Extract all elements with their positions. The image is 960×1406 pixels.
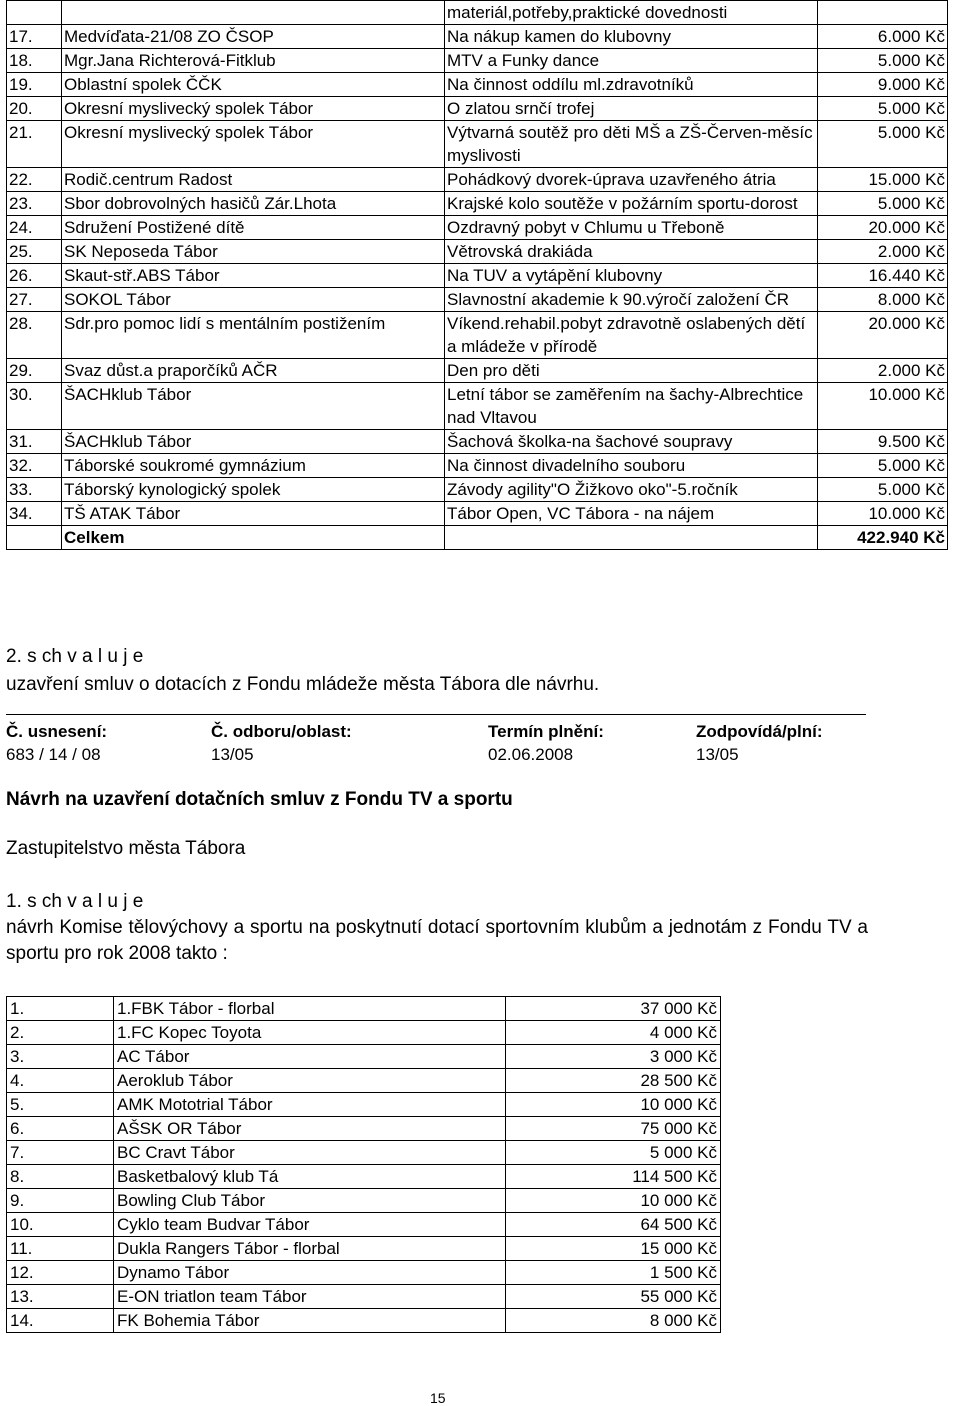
cell-amount: 75 000 Kč <box>506 1117 721 1141</box>
cell-purpose: Šachová školka-na šachové soupravy <box>445 430 818 454</box>
table-row <box>7 1069 721 1093</box>
deadline-value: 02.06.2008 <box>488 745 574 764</box>
cell-amount: 5.000 Kč <box>818 121 948 168</box>
cell-org: Skaut-stř.ABS Tábor <box>62 264 445 288</box>
cell-amount: 28 500 Kč <box>506 1069 721 1093</box>
cell-amount: 5.000 Kč <box>818 454 948 478</box>
cell-num: 3. <box>7 1045 114 1069</box>
cell-amount: 37 000 Kč <box>506 997 721 1021</box>
cell-num: 22. <box>7 168 62 192</box>
cell-purpose: Závody agility"O Žižkovo oko"-5.ročník <box>445 478 818 502</box>
cell-purpose: O zlatou srnčí trofej <box>445 97 818 121</box>
cell-num: 24. <box>7 216 62 240</box>
cell-club: E-ON triatlon team Tábor <box>114 1285 506 1309</box>
table-row <box>7 1141 721 1165</box>
cell-empty <box>445 526 818 550</box>
cell-num: 32. <box>7 454 62 478</box>
table-row <box>7 312 948 359</box>
table-row <box>7 1165 721 1189</box>
cell-club: AMK Mototrial Tábor <box>114 1093 506 1117</box>
table-row <box>7 478 948 502</box>
cell-org: TŠ ATAK Tábor <box>62 502 445 526</box>
cell-num: 5. <box>7 1093 114 1117</box>
cell-org: Táborský kynologický spolek <box>62 478 445 502</box>
cell-amount: 1 500 Kč <box>506 1261 721 1285</box>
cell-amount: 55 000 Kč <box>506 1285 721 1309</box>
section-2-text: uzavření smluv o dotacích z Fondu mládeže města Tábora dle návrhu. <box>6 674 600 695</box>
cell-org: Medvíďata-21/08 ZO ČSOP <box>62 25 445 49</box>
responsible-value: 13/05 <box>696 745 739 764</box>
cell-org <box>62 1 445 25</box>
cell-org: Mgr.Jana Richterová-Fitklub <box>62 49 445 73</box>
cell-club: Dynamo Tábor <box>114 1261 506 1285</box>
cell-org: Okresní myslivecký spolek Tábor <box>62 121 445 168</box>
cell-purpose: Na činnost divadelního souboru <box>445 454 818 478</box>
grants-table-sport <box>6 996 721 1333</box>
cell-total-label: Celkem <box>62 526 445 550</box>
table-row <box>7 49 948 73</box>
cell-num: 13. <box>7 1285 114 1309</box>
cell-amount: 2.000 Kč <box>818 359 948 383</box>
cell-num: 7. <box>7 1141 114 1165</box>
divider <box>6 714 866 715</box>
table-row <box>7 121 948 168</box>
table-row <box>7 192 948 216</box>
cell-org: Táborské soukromé gymnázium <box>62 454 445 478</box>
cell-org: Sbor dobrovolných hasičů Zár.Lhota <box>62 192 445 216</box>
cell-club: Dukla Rangers Tábor - florbal <box>114 1237 506 1261</box>
cell-purpose: Pohádkový dvorek-úprava uzavřeného átria <box>445 168 818 192</box>
cell-amount: 5.000 Kč <box>818 478 948 502</box>
cell-purpose: Ozdravný pobyt v Chlumu u Třeboně <box>445 216 818 240</box>
cell-amount: 20.000 Kč <box>818 312 948 359</box>
cell-amount: 8 000 Kč <box>506 1309 721 1333</box>
table-row <box>7 454 948 478</box>
cell-num: 21. <box>7 121 62 168</box>
section-2-heading: 2. s ch v a l u j e <box>6 646 144 667</box>
cell-num: 25. <box>7 240 62 264</box>
table-row <box>7 264 948 288</box>
cell-num: 4. <box>7 1069 114 1093</box>
cell-num: 17. <box>7 25 62 49</box>
page-number: 15 <box>430 1390 446 1406</box>
table-row <box>7 288 948 312</box>
table-row <box>7 430 948 454</box>
cell-num: 33. <box>7 478 62 502</box>
cell-club: Aeroklub Tábor <box>114 1069 506 1093</box>
cell-purpose: Krajské kolo soutěže v požárním sportu-dorost <box>445 192 818 216</box>
cell-num: 8. <box>7 1165 114 1189</box>
table-row <box>7 216 948 240</box>
table-row <box>7 1021 721 1045</box>
table-row <box>7 25 948 49</box>
table-row <box>7 1261 721 1285</box>
cell-purpose: Na nákup kamen do klubovny <box>445 25 818 49</box>
cell-amount: 9.500 Kč <box>818 430 948 454</box>
department-label: Č. odboru/oblast: <box>211 722 352 741</box>
table-row <box>7 1309 721 1333</box>
cell-amount: 9.000 Kč <box>818 73 948 97</box>
cell-num: 31. <box>7 430 62 454</box>
cell-purpose: Výtvarná soutěž pro děti MŠ a ZŠ-Červen-měsíc myslivosti <box>445 121 818 168</box>
cell-amount: 10 000 Kč <box>506 1093 721 1117</box>
cell-num: 27. <box>7 288 62 312</box>
cell-empty <box>7 526 62 550</box>
table-row <box>7 383 948 430</box>
cell-amount: 10.000 Kč <box>818 502 948 526</box>
cell-org: Sdružení Postižené dítě <box>62 216 445 240</box>
cell-amount: 4 000 Kč <box>506 1021 721 1045</box>
cell-amount: 8.000 Kč <box>818 288 948 312</box>
table-row <box>7 1117 721 1141</box>
cell-amount: 15.000 Kč <box>818 168 948 192</box>
cell-org: SK Neposeda Tábor <box>62 240 445 264</box>
cell-club: BC Cravt Tábor <box>114 1141 506 1165</box>
cell-purpose: Na činnost oddílu ml.zdravotníků <box>445 73 818 97</box>
cell-purpose: Letní tábor se zaměřením na šachy-Albrechtice nad Vltavou <box>445 383 818 430</box>
cell-org: Rodič.centrum Radost <box>62 168 445 192</box>
cell-amount: 3 000 Kč <box>506 1045 721 1069</box>
cell-org: Okresní myslivecký spolek Tábor <box>62 97 445 121</box>
cell-org: ŠACHklub Tábor <box>62 430 445 454</box>
cell-num: 11. <box>7 1237 114 1261</box>
cell-num: 2. <box>7 1021 114 1045</box>
cell-num: 14. <box>7 1309 114 1333</box>
deadline-label: Termín plnění: <box>488 722 604 741</box>
cell-num: 34. <box>7 502 62 526</box>
cell-club: Bowling Club Tábor <box>114 1189 506 1213</box>
cell-amount: 5 000 Kč <box>506 1141 721 1165</box>
cell-amount: 2.000 Kč <box>818 240 948 264</box>
cell-amount: 16.440 Kč <box>818 264 948 288</box>
cell-num: 10. <box>7 1213 114 1237</box>
proposal-title: Návrh na uzavření dotačních smluv z Fondu TV a sportu <box>6 789 513 810</box>
cell-amount <box>818 1 948 25</box>
council-name: Zastupitelstvo města Tábora <box>6 838 246 859</box>
cell-amount: 5.000 Kč <box>818 97 948 121</box>
cell-amount: 20.000 Kč <box>818 216 948 240</box>
cell-num: 18. <box>7 49 62 73</box>
cell-purpose: Slavnostní akademie k 90.výročí založení ČR <box>445 288 818 312</box>
cell-num: 12. <box>7 1261 114 1285</box>
cell-org: Oblastní spolek ČČK <box>62 73 445 97</box>
table-row <box>7 359 948 383</box>
cell-org: Sdr.pro pomoc lidí s mentálním postižením <box>62 312 445 359</box>
cell-num: 28. <box>7 312 62 359</box>
table-row <box>7 1 948 25</box>
table-row <box>7 997 721 1021</box>
grants-table-youth <box>6 0 948 550</box>
cell-num: 19. <box>7 73 62 97</box>
cell-org: ŠACHklub Tábor <box>62 383 445 430</box>
table-row <box>7 502 948 526</box>
table-row <box>7 1237 721 1261</box>
cell-purpose: Na TUV a vytápění klubovny <box>445 264 818 288</box>
cell-num: 30. <box>7 383 62 430</box>
cell-amount: 6.000 Kč <box>818 25 948 49</box>
cell-num: 20. <box>7 97 62 121</box>
resolution-number-label: Č. usnesení: <box>6 722 108 741</box>
table-row <box>7 240 948 264</box>
cell-purpose: Den pro děti <box>445 359 818 383</box>
cell-num: 23. <box>7 192 62 216</box>
table-row <box>7 1213 721 1237</box>
cell-club: AC Tábor <box>114 1045 506 1069</box>
resolution-number-value: 683 / 14 / 08 <box>6 745 101 764</box>
cell-amount: 64 500 Kč <box>506 1213 721 1237</box>
total-row <box>7 526 948 550</box>
department-value: 13/05 <box>211 745 254 764</box>
responsible-label: Zodpovídá/plní: <box>696 722 823 741</box>
cell-purpose: Tábor Open, VC Tábora - na nájem <box>445 502 818 526</box>
cell-purpose: Víkend.rehabil.pobyt zdravotně oslabených dětí a mládeže v přírodě <box>445 312 818 359</box>
cell-org: SOKOL Tábor <box>62 288 445 312</box>
table-row <box>7 1045 721 1069</box>
cell-club: FK Bohemia Tábor <box>114 1309 506 1333</box>
cell-amount: 5.000 Kč <box>818 192 948 216</box>
cell-num: 1. <box>7 997 114 1021</box>
cell-num: 9. <box>7 1189 114 1213</box>
cell-club: 1.FC Kopec Toyota <box>114 1021 506 1045</box>
table-row <box>7 1093 721 1117</box>
cell-club: Cyklo team Budvar Tábor <box>114 1213 506 1237</box>
table-row <box>7 168 948 192</box>
cell-org: Svaz důst.a praporčíků AČR <box>62 359 445 383</box>
cell-num: 26. <box>7 264 62 288</box>
section-1-heading: 1. s ch v a l u j e <box>6 891 144 912</box>
cell-amount: 15 000 Kč <box>506 1237 721 1261</box>
section-1-text: návrh Komise tělovýchovy a sportu na poskytnutí dotací sportovním klubům a jednotám z Fondu TV a sportu pro rok 2008 takto : <box>6 917 868 964</box>
cell-amount: 114 500 Kč <box>506 1165 721 1189</box>
cell-amount: 10 000 Kč <box>506 1189 721 1213</box>
cell-purpose: MTV a Funky dance <box>445 49 818 73</box>
cell-amount: 5.000 Kč <box>818 49 948 73</box>
cell-purpose: materiál,potřeby,praktické dovednosti <box>445 1 818 25</box>
table-row <box>7 73 948 97</box>
table-row <box>7 97 948 121</box>
cell-amount: 10.000 Kč <box>818 383 948 430</box>
table-row <box>7 1285 721 1309</box>
cell-num: 29. <box>7 359 62 383</box>
cell-club: 1.FBK Tábor - florbal <box>114 997 506 1021</box>
table-row <box>7 1189 721 1213</box>
cell-club: Basketbalový klub Tá <box>114 1165 506 1189</box>
cell-num: 6. <box>7 1117 114 1141</box>
cell-club: AŠSK OR Tábor <box>114 1117 506 1141</box>
cell-total-amount: 422.940 Kč <box>818 526 948 550</box>
cell-num <box>7 1 62 25</box>
cell-purpose: Větrovská drakiáda <box>445 240 818 264</box>
